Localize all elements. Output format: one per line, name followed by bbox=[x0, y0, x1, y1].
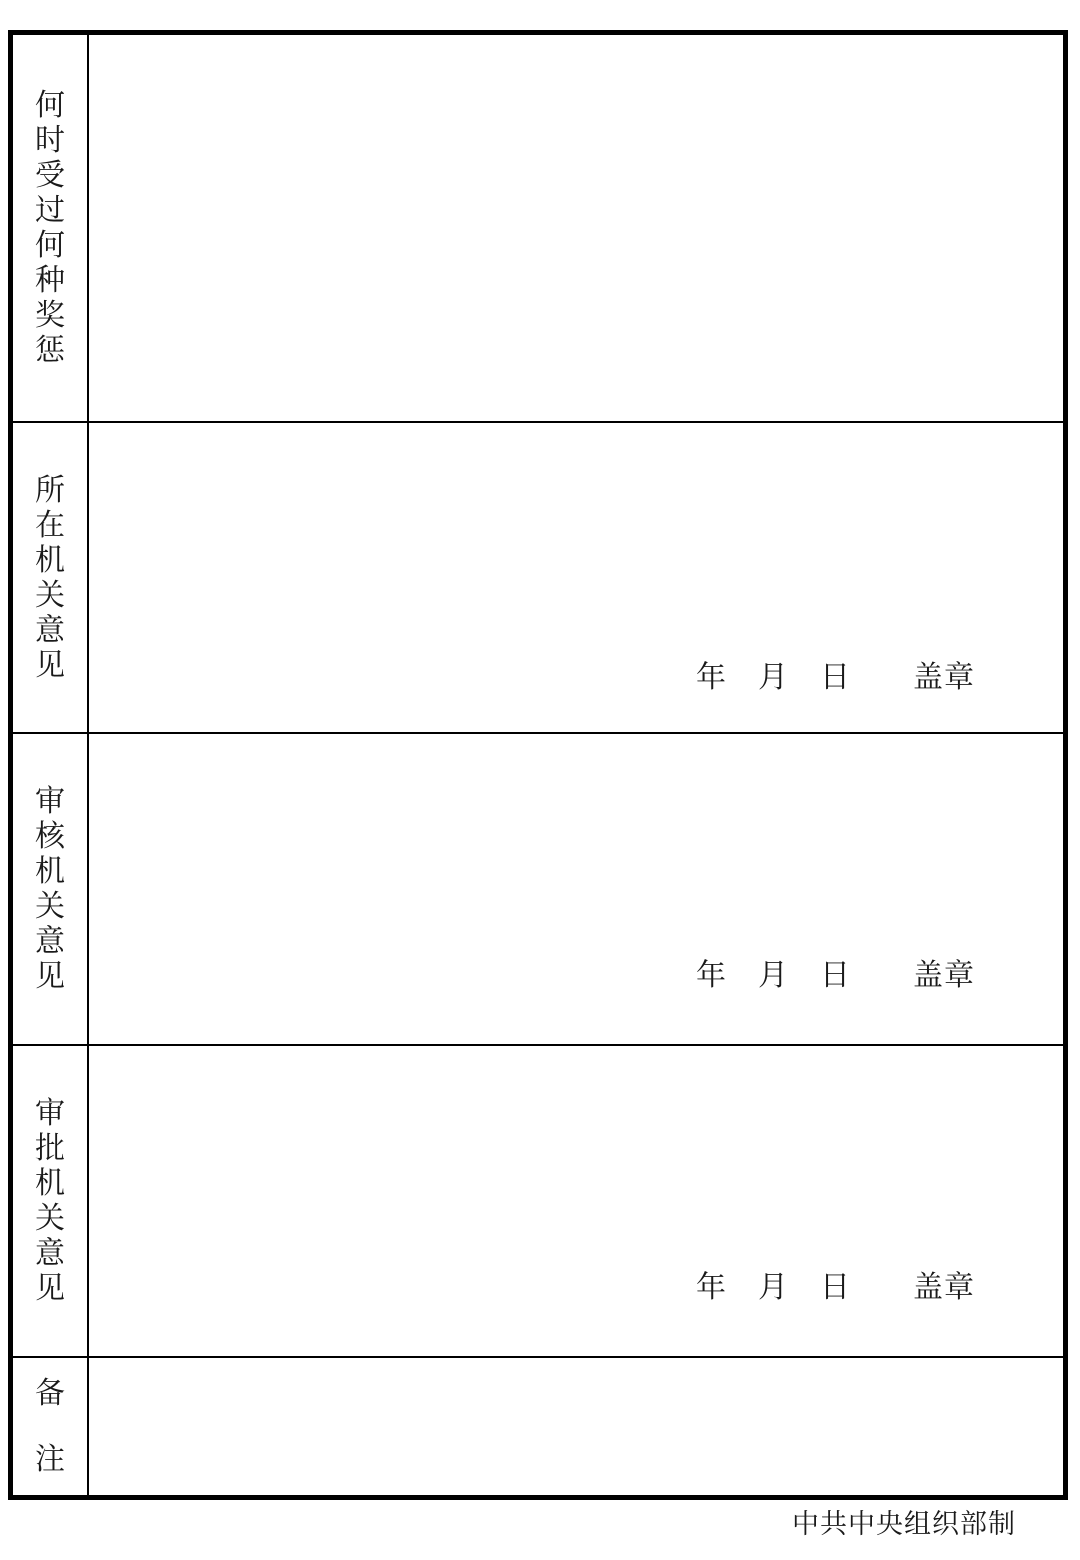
row-content-cell bbox=[89, 734, 1063, 1044]
row-label-cell bbox=[13, 35, 89, 421]
form-table bbox=[8, 30, 1068, 1500]
row-label-cell bbox=[13, 423, 89, 732]
row-label: 备注 bbox=[35, 1376, 65, 1476]
row-label-cell bbox=[13, 1046, 89, 1356]
row-rewards-punishments bbox=[13, 35, 1063, 423]
row-content-cell bbox=[89, 1046, 1063, 1356]
row-content-cell bbox=[89, 1358, 1063, 1495]
row-label: 审核机关意见 bbox=[35, 785, 65, 993]
row-label-cell bbox=[13, 1358, 89, 1495]
row-label: 何时受过何种奖惩 bbox=[35, 89, 65, 367]
row-approval-organ-opinion bbox=[13, 1046, 1063, 1358]
row-content-cell bbox=[89, 35, 1063, 421]
row-review-organ-opinion bbox=[13, 734, 1063, 1046]
row-remarks bbox=[13, 1358, 1063, 1495]
row-label-cell bbox=[13, 734, 89, 1044]
date-seal-line: 年 月 日 盖章 bbox=[696, 661, 975, 694]
date-seal-line: 年 月 日 盖章 bbox=[696, 1271, 975, 1304]
row-content-cell bbox=[89, 423, 1063, 732]
row-home-organ-opinion bbox=[13, 423, 1063, 734]
row-label: 所在机关意见 bbox=[35, 473, 65, 682]
footer-imprint: 中共中央组织部制 bbox=[792, 1509, 1016, 1539]
date-seal-line: 年 月 日 盖章 bbox=[696, 959, 975, 992]
row-label: 审批机关意见 bbox=[35, 1097, 65, 1305]
